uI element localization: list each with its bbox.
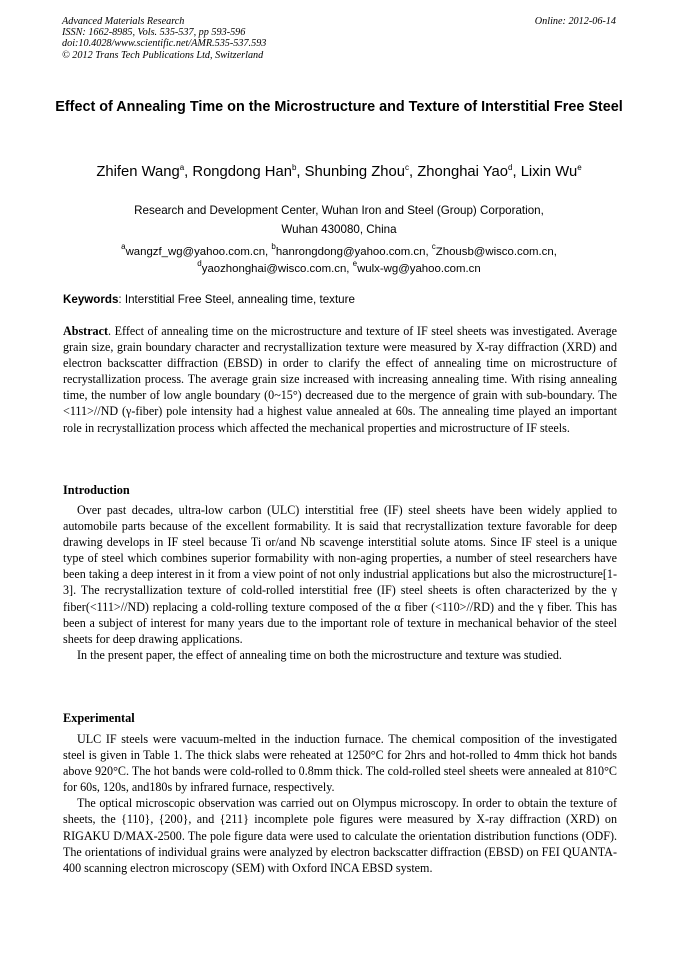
email-mark: c <box>431 242 436 251</box>
affiliation-line: Wuhan 430080, China <box>281 223 397 236</box>
paragraph: Over past decades, ultra-low carbon (ULC) interstitial free (IF) steel sheets have been widely applied to automobile parts because of the excellent formability. It is said that recrystallization texture favorable for deep drawing develops in IF steel because Ti or/and Nb scavenge interstitial solute atoms. Since IF steel is a unique type of steel which combines superior formability with non-aging properties, a number of steel researchers have been taking a deep interest in it from a view point of not only industrial applications but also the microstructure[1-3]. The recrystallization texture of cold-rolled interstitial free (IF) steel sheets is often characterized by the γ fiber(<111>//ND) replacing a cold-rolling texture composed of the α fiber (<110>//RD) and the γ fiber. This has been a subject of interest for many years due to the important role of texture in mechanical behavior of the steel sheets for deep drawing applications. <box>63 503 617 646</box>
email-line: $^a$wangzf_wg@yahoo.com.cn, $^b$hanrongdong@yahoo.com.cn, $^c$Zhousb@wisco.com.cn, <box>121 242 557 258</box>
author-mark: b <box>291 163 297 172</box>
abstract <box>63 323 617 436</box>
author-mark: a <box>179 163 185 172</box>
email-mark: a <box>121 242 126 251</box>
journal-name: Advanced Materials Research <box>62 16 185 27</box>
email-link[interactable]: hanrongdong@yahoo.com.cn <box>275 246 426 258</box>
section-heading-introduction: Introduction <box>63 483 130 497</box>
author-mark: e <box>577 163 582 172</box>
paragraph: ULC IF steels were vacuum-melted in the induction furnace. The chemical composition of the investigated steel is given in Table 1. The thick slabs were reheated at 1250°C for 2hrs and hot-rolled to 4mm thick hot bands above 920°C. The hot bands were cold-rolled to 0.8mm thick. The cold-rolled steel sheets were annealed at 810°C for 60s, 120s, and180s by infrared furnace, respectively. <box>63 732 617 795</box>
author-name: Shunbing Zhou <box>304 164 405 180</box>
introduction-section <box>63 502 617 663</box>
email-link[interactable]: wangzf_wg@yahoo.com.cn <box>125 246 266 258</box>
email-mark: d <box>197 259 202 268</box>
abstract-text: . Effect of annealing time on the microstructure and texture of IF steel sheets was investigated. Average grain size, grain boundary character and recrystallization texture were measured by X-ray diffraction (XRD) and electron backscatter diffraction (EBSD) in order to clarify the effect of annealing time on microstructure of recrystallization process. The average grain size increased with increasing annealing time. With rising annealing time, the number of low angle boundary (0~15°) decreased due to the mergence of grain with sub-boundary. The <111>//ND (γ-fiber) pole intensity had a highest value annealed at 60s. The annealing time played an important role in recrystallization process which affected the mechanical properties and microstructure of IF steels. <box>63 324 617 435</box>
email-mark: e <box>352 259 358 268</box>
journal-header <box>62 16 616 61</box>
author-name: Lixin Wu <box>520 164 578 180</box>
email-mark: b <box>271 242 276 251</box>
online-date: Online: 2012-06-14 <box>534 16 616 27</box>
affiliation <box>40 201 638 239</box>
author-name: Zhonghai Yao <box>417 164 509 180</box>
keywords-text: : Interstitial Free Steel, annealing time, texture <box>118 293 355 306</box>
email-list <box>40 244 638 278</box>
author-list: Zhifen Wang$^a$, Rongdong Han$^b$, Shunbing Zhou$^c$, Zhonghai Yao$^d$, Lixin Wu$^e$ <box>96 163 582 180</box>
author-mark: c <box>405 163 409 172</box>
paragraph: In the present paper, the effect of annealing time on both the microstructure and texture was studied. <box>77 647 562 662</box>
email-link[interactable]: yaozhonghai@wisco.com.cn <box>201 263 347 275</box>
keywords <box>63 292 617 308</box>
journal-issn: ISSN: 1662-8985, Vols. 535-537, pp 593-596 <box>62 27 246 39</box>
author-name: Rongdong Han <box>192 164 292 180</box>
author-mark: d <box>508 163 513 172</box>
section-heading-experimental: Experimental <box>63 711 135 725</box>
email-link[interactable]: Zhousb@wisco.com.cn <box>435 246 554 258</box>
experimental-section <box>63 731 617 876</box>
paper-title: Effect of Annealing Time on the Microstructure and Texture of Interstitial Free Steel <box>55 99 623 115</box>
affiliation-line: Research and Development Center, Wuhan Iron and Steel (Group) Corporation, <box>134 204 544 217</box>
author-name: Zhifen Wang <box>96 164 180 180</box>
abstract-label: Abstract <box>63 324 109 338</box>
paragraph: The optical microscopic observation was carried out on Olympus microscopy. In order to obtain the texture of sheets, the {110}, {200}, and {211} incomplete pole figures were measured by X-ray diffraction (XRD) on RIGAKU D/MAX-2500. The pole figure data were used to calculate the orientation distribution functions (ODF). The orientations of individual grains were analyzed by electron backscatter diffraction (EBSD) on FEI QUANTA-400 scanning electron microscopy (SEM) with Oxford INCA EBSD system. <box>63 796 617 875</box>
journal-copyright: © 2012 Trans Tech Publications Ltd, Switzerland <box>62 49 264 61</box>
email-link[interactable]: wulx-wg@yahoo.com.cn <box>357 263 481 275</box>
email-line: $^d$yaozhonghai@wisco.com.cn, $^e$wulx-wg@yahoo.com.cn <box>197 259 481 275</box>
keywords-label: Keywords <box>63 293 119 306</box>
journal-doi: doi:10.4028/www.scientific.net/AMR.535-537.593 <box>62 38 267 50</box>
